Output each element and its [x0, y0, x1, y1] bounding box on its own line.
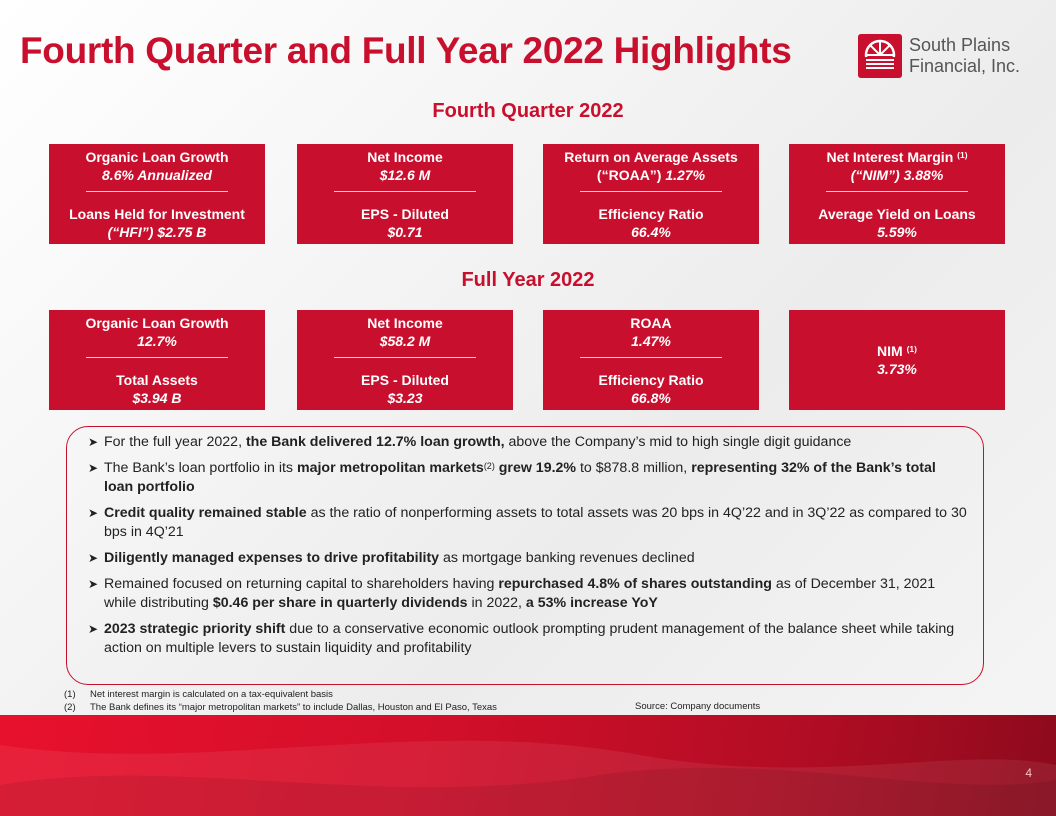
bullet-emphasis: Credit quality remained stable — [104, 505, 307, 521]
bullet-text: For the full year 2022, — [104, 434, 246, 450]
source-note: Source: Company documents — [635, 701, 761, 712]
page-number: 4 — [1025, 766, 1032, 780]
arrow-bullet-icon: ➤ — [88, 551, 99, 565]
kpi-value: 12.7% — [137, 333, 177, 349]
kpi-label: Average Yield on Loans — [818, 206, 976, 222]
bullet-text: in 2022, — [467, 595, 526, 611]
footnote-ref: (1) — [957, 150, 968, 160]
footnotes — [64, 688, 497, 714]
kpi-value: 3.88% — [903, 167, 944, 183]
list-item — [88, 575, 968, 613]
footnote-ref: (2) — [483, 461, 495, 471]
bullet-emphasis: Diligently managed expenses to drive profitability — [104, 550, 440, 566]
bullet-emphasis: grew 19.2% — [494, 460, 577, 476]
kpi-value: $3.94 B — [132, 390, 182, 406]
q4-kpi-nim — [789, 144, 1005, 244]
bullet-text: to $878.8 million, — [576, 460, 692, 476]
bullet-emphasis: the Bank delivered 12.7% loan growth, — [245, 434, 505, 450]
kpi-divider — [580, 357, 722, 358]
kpi-label: Net Interest Margin — [826, 149, 954, 165]
company-logo — [858, 34, 1038, 80]
kpi-abbrev: (“ROAA”) — [596, 167, 662, 183]
highlights-list — [88, 433, 968, 665]
kpi-label: Return on Average Assets — [564, 149, 738, 165]
bullet-text: Remained focused on returning capital to shareholders having — [104, 576, 499, 592]
kpi-value-line — [543, 166, 759, 184]
arrow-bullet-icon: ➤ — [88, 506, 99, 520]
kpi-divider — [86, 191, 228, 192]
footnote-text: The Bank defines its “major metropolitan markets” to include Dallas, Houston and El Paso, Texas — [90, 702, 497, 713]
bullet-text: above the Company’s mid to high single digit guidance — [504, 434, 852, 450]
arrow-bullet-icon: ➤ — [88, 435, 99, 449]
bullet-emphasis: 2023 strategic priority shift — [104, 621, 286, 637]
bullet-text: as the ratio of nonperforming assets to total assets was 20 bps in 4Q’22 and in 3Q’22 as compared to 30 bps in 4Q’21 — [104, 505, 967, 540]
kpi-value-line — [789, 166, 1005, 184]
list-item — [88, 620, 968, 658]
arrow-bullet-icon: ➤ — [88, 461, 99, 475]
kpi-label-line — [789, 148, 1005, 166]
kpi-label: NIM — [877, 343, 903, 359]
kpi-label: Loans Held for Investment — [69, 206, 245, 222]
arrow-bullet-icon: ➤ — [88, 577, 99, 591]
list-item — [88, 433, 968, 452]
bullet-emphasis: a 53% increase YoY — [525, 595, 658, 611]
kpi-label-line — [789, 342, 1005, 360]
kpi-label: Organic Loan Growth — [85, 315, 229, 331]
kpi-value: 66.8% — [631, 390, 671, 406]
bullet-text: as of December 31, 2021 while distributing — [104, 576, 936, 611]
kpi-label: Organic Loan Growth — [85, 149, 229, 165]
kpi-label: Total Assets — [116, 372, 198, 388]
q4-kpi-roaa — [543, 144, 759, 244]
kpi-value: 66.4% — [631, 224, 671, 240]
bullet-emphasis: representing 32% of the Bank’s total loan portfolio — [104, 460, 936, 495]
kpi-value: (“HFI”) $2.75 B — [107, 224, 207, 240]
kpi-value: 8.6% Annualized — [102, 167, 212, 183]
kpi-label: Net Income — [367, 315, 443, 331]
bullet-emphasis: $0.46 per share in quarterly dividends — [212, 595, 468, 611]
kpi-value: $58.2 M — [379, 333, 431, 349]
q4-heading: Fourth Quarter 2022 — [432, 100, 624, 122]
bullet-text: due to a conservative economic outlook prompting prudent management of the balance sheet while taking action on multiple levers to sustain liquidity and profitability — [104, 621, 955, 656]
footnote-ref: (1) — [906, 344, 917, 354]
kpi-value: $3.23 — [387, 390, 423, 406]
kpi-label: ROAA — [630, 315, 672, 331]
bullet-emphasis: repurchased 4.8% of shares outstanding — [498, 576, 772, 592]
kpi-value: $12.6 M — [379, 167, 431, 183]
footnote — [64, 688, 497, 701]
fy-kpi-net-income — [297, 310, 513, 410]
fy-kpi-nim — [789, 310, 1005, 410]
kpi-divider — [826, 191, 968, 192]
kpi-divider — [334, 357, 476, 358]
kpi-abbrev: (“NIM”) — [850, 167, 900, 183]
kpi-value: 1.47% — [631, 333, 671, 349]
list-item — [88, 549, 968, 568]
kpi-label: Efficiency Ratio — [598, 206, 704, 222]
q4-kpi-net-income — [297, 144, 513, 244]
kpi-divider — [86, 357, 228, 358]
kpi-value: $0.71 — [387, 224, 423, 240]
kpi-value: 3.73% — [877, 361, 917, 377]
decorative-footer-band — [0, 715, 1056, 816]
south-plains-logo-icon — [858, 34, 902, 78]
page-title: Fourth Quarter and Full Year 2022 Highlights — [20, 30, 792, 71]
kpi-divider — [580, 191, 722, 192]
footer-wave-graphic — [0, 715, 1056, 816]
kpi-label: Efficiency Ratio — [598, 372, 704, 388]
kpi-label: EPS - Diluted — [361, 372, 449, 388]
list-item — [88, 459, 968, 497]
footnote-number: (1) — [64, 689, 76, 700]
logo-line-2: Financial, Inc. — [909, 56, 1021, 76]
fy-kpi-organic-loan-growth — [49, 310, 265, 410]
bullet-text: as mortgage banking revenues declined — [439, 550, 695, 566]
logo-line-1: South Plains — [909, 35, 1011, 55]
q4-kpi-organic-loan-growth — [49, 144, 265, 244]
footnote-text: Net interest margin is calculated on a tax-equivalent basis — [90, 689, 333, 700]
kpi-value: 1.27% — [665, 167, 706, 183]
fy-kpi-roaa — [543, 310, 759, 410]
arrow-bullet-icon: ➤ — [88, 622, 99, 636]
bullet-emphasis: major metropolitan markets — [296, 460, 484, 476]
footnote — [64, 701, 497, 714]
bullet-text: The Bank’s loan portfolio in its — [104, 460, 297, 476]
kpi-label: Net Income — [367, 149, 443, 165]
kpi-value: 5.59% — [877, 224, 917, 240]
kpi-label: EPS - Diluted — [361, 206, 449, 222]
kpi-divider — [334, 191, 476, 192]
list-item — [88, 504, 968, 542]
fy-heading: Full Year 2022 — [461, 269, 595, 291]
footnote-number: (2) — [64, 702, 76, 713]
